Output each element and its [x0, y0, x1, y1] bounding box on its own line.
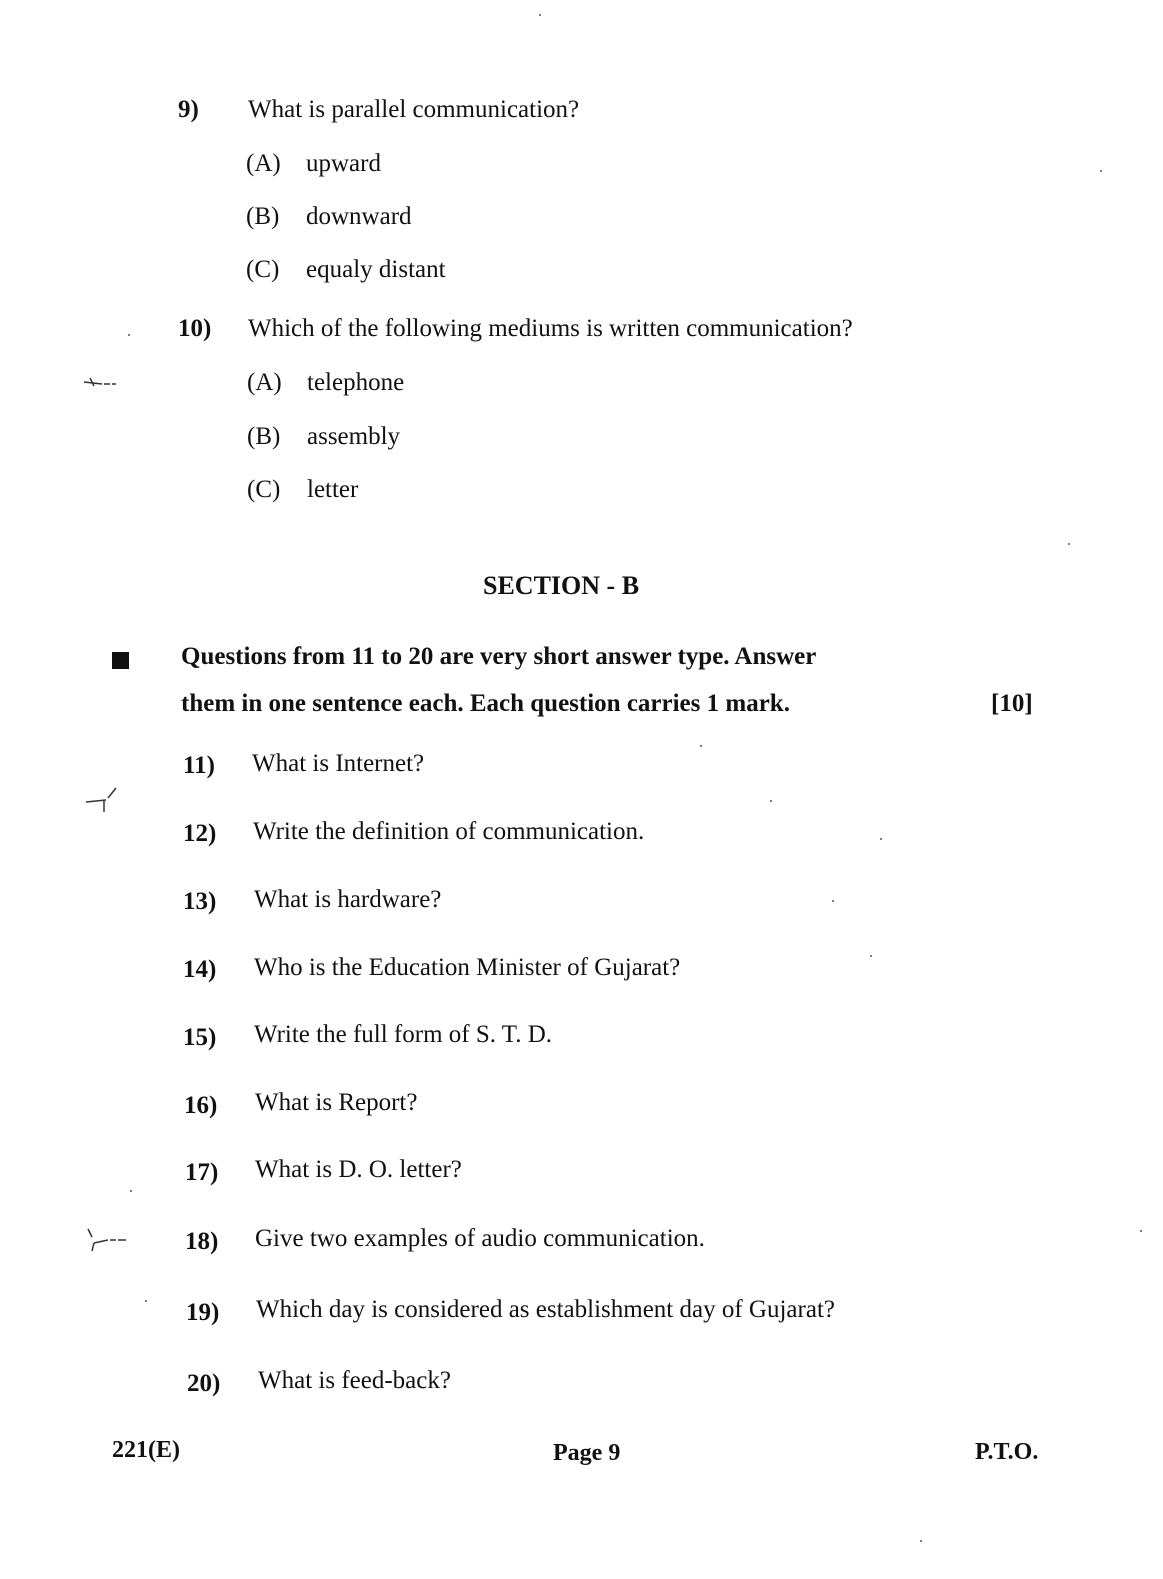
scan-speck — [1140, 1230, 1142, 1232]
question-text: Give two examples of audio communication. — [255, 1225, 705, 1252]
scan-speck — [1100, 170, 1102, 172]
question-number: 12) — [183, 820, 217, 847]
scan-speck — [128, 334, 130, 336]
scan-speck — [920, 1540, 922, 1542]
section-title: SECTION - B — [483, 571, 640, 600]
scan-speck — [700, 745, 702, 747]
option-text: downward — [306, 203, 412, 230]
question-number: 18) — [185, 1228, 219, 1255]
question-number: 14) — [183, 956, 217, 983]
scan-speck — [832, 900, 834, 902]
option-text: letter — [307, 476, 359, 503]
margin-mark-icon — [80, 370, 120, 390]
question-text: Which of the following mediums is written communication? — [248, 315, 853, 342]
margin-mark-icon — [80, 780, 125, 820]
option-label: (C) — [246, 256, 280, 283]
question-text: What is Internet? — [252, 750, 425, 777]
question-number: 11) — [183, 752, 215, 779]
option-text: assembly — [307, 423, 401, 450]
option-label: (B) — [246, 203, 280, 230]
marks-badge: [10] — [991, 690, 1033, 717]
option-label: (A) — [246, 150, 281, 177]
question-number: 9) — [178, 96, 199, 123]
question-text: What is parallel communication? — [248, 96, 580, 123]
margin-mark-icon — [82, 1225, 132, 1255]
question-text: What is feed-back? — [258, 1367, 451, 1394]
scan-speck — [145, 1300, 147, 1302]
instruction-line: them in one sentence each. Each question carries 1 mark. — [181, 690, 790, 717]
scan-speck — [130, 1190, 132, 1192]
question-number: 13) — [183, 888, 217, 915]
question-number: 19) — [186, 1299, 220, 1326]
question-text: Who is the Education Minister of Gujarat? — [254, 954, 681, 981]
scan-speck — [1068, 543, 1070, 545]
question-number: 15) — [183, 1024, 217, 1051]
question-text: Which day is considered as establishment day of Gujarat? — [256, 1296, 835, 1323]
scan-speck — [770, 800, 772, 802]
page-number: Page 9 — [553, 1440, 621, 1466]
option-text: equaly distant — [306, 256, 446, 283]
question-text: Write the definition of communication. — [253, 818, 645, 845]
option-label: (C) — [247, 476, 281, 503]
bullet-square-icon — [112, 652, 129, 669]
scan-speck — [539, 14, 541, 16]
option-label: (A) — [247, 369, 282, 396]
option-text: upward — [306, 150, 381, 177]
scan-speck — [880, 838, 882, 840]
question-text: What is hardware? — [254, 886, 442, 913]
instruction-line: Questions from 11 to 20 are very short answer type. Answer — [181, 643, 817, 670]
question-text: What is Report? — [255, 1089, 418, 1116]
question-text: Write the full form of S. T. D. — [254, 1021, 553, 1048]
question-number: 16) — [184, 1092, 218, 1119]
scan-speck — [870, 955, 872, 957]
question-text: What is D. O. letter? — [255, 1156, 462, 1183]
paper-code: 221(E) — [112, 1437, 180, 1463]
pto-marker: P.T.O. — [975, 1439, 1039, 1465]
option-text: telephone — [307, 369, 405, 396]
question-number: 17) — [185, 1159, 219, 1186]
question-number: 20) — [187, 1370, 221, 1397]
option-label: (B) — [247, 423, 281, 450]
question-number: 10) — [178, 315, 212, 342]
